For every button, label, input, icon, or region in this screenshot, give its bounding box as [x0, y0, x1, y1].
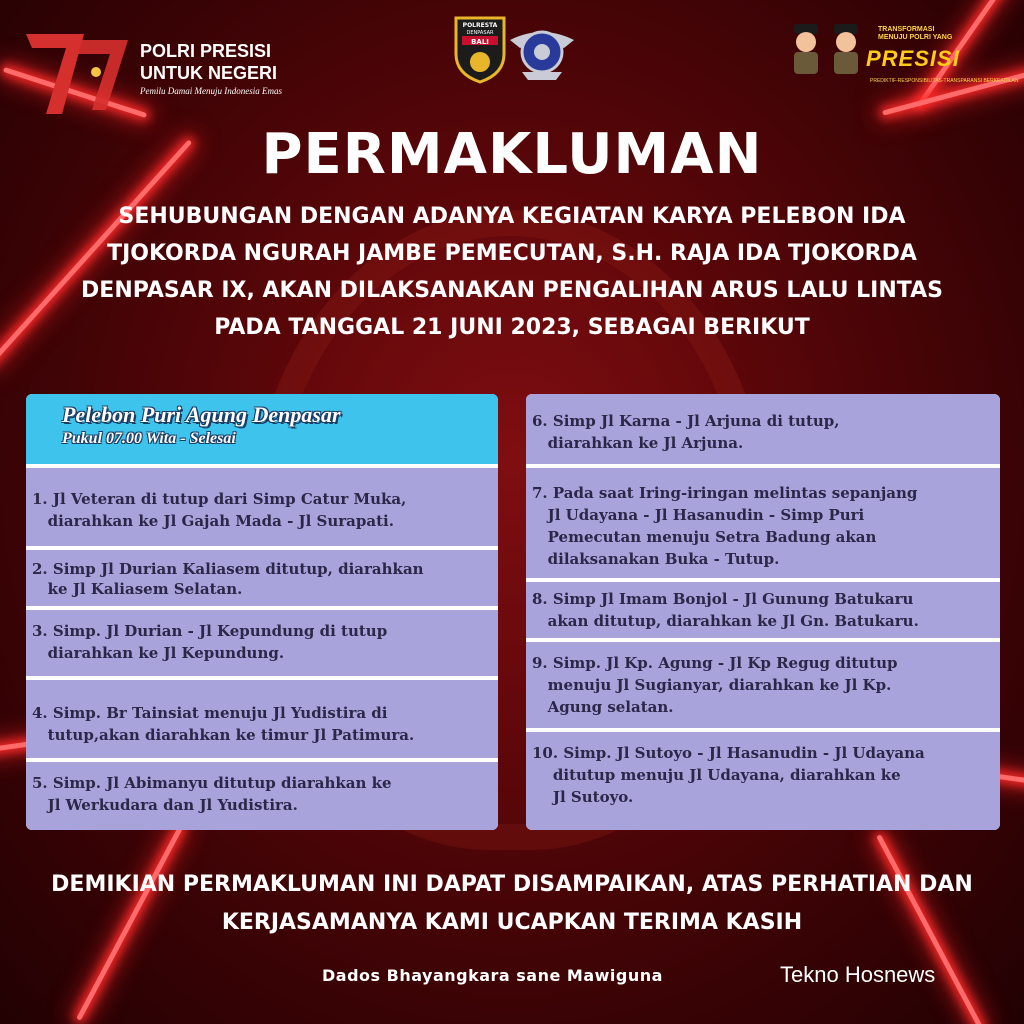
list-item — [526, 468, 1000, 578]
list-item-line: 4. Simp. Br Tainsiat menuju Jl Yudistira di — [32, 704, 388, 722]
list-item-line: tutup,akan diarahkan ke timur Jl Patimura. — [32, 726, 415, 744]
list-item-line: diarahkan ke Jl Kepundung. — [32, 644, 285, 662]
list-item-line: 7. Pada saat Iring-iringan melintas sepanjang — [532, 484, 918, 502]
list-item-line: 8. Simp Jl Imam Bonjol - Jl Gunung Batukaru — [532, 590, 914, 608]
neon-line — [882, 69, 1024, 115]
left-diversion-panel — [26, 394, 498, 830]
brand-title-line2: UNTUK NEGERI — [140, 63, 278, 83]
polresta-badge-line2: DENPASAR — [466, 30, 494, 36]
list-item-line: Jl Sutoyo. — [532, 788, 634, 806]
list-item — [26, 762, 498, 830]
list-item-line: 5. Simp. Jl Abimanyu ditutup diarahkan ke — [32, 774, 392, 792]
presisi-subline: PREDIKTIF-RESPONSIBILITAS-TRANSPARANSI BERKEADILAN — [870, 78, 1019, 84]
police-mascot-icon — [788, 22, 824, 78]
list-item-line: 9. Simp. Jl Kp. Agung - Jl Kp Regug ditutup — [532, 654, 898, 672]
list-item — [526, 582, 1000, 638]
credit-watermark: Tekno Hosnews — [780, 962, 936, 987]
brand-title — [140, 40, 277, 84]
anniversary-77-logo-icon — [22, 26, 132, 118]
list-item-line: 6. Simp Jl Karna - Jl Arjuna di tutup, — [532, 412, 840, 430]
right-diversion-panel — [526, 394, 1000, 830]
list-item-line: diarahkan ke Jl Gajah Mada - Jl Surapati. — [32, 512, 394, 530]
panel-subheading: Pukul 07.00 Wita - Selesai — [62, 430, 236, 447]
list-item — [26, 468, 498, 546]
list-item-line: Jl Udayana - Jl Hasanudin - Simp Puri — [532, 506, 865, 524]
list-item-line: Pemecutan menuju Setra Badung akan — [532, 528, 877, 546]
polresta-badge-icon — [452, 14, 508, 84]
list-item — [26, 680, 498, 758]
presisi-wordmark: PRESISI — [866, 46, 960, 71]
list-item-line: dilaksanakan Buka - Tutup. — [532, 550, 780, 568]
list-item-line: menuju Jl Sugianyar, diarahkan ke Jl Kp. — [532, 676, 892, 694]
list-item — [526, 732, 1000, 830]
list-item-line: akan ditutup, diarahkan ke Jl Gn. Batukaru. — [532, 612, 919, 630]
presisi-tagline-line1: TRANSFORMASI — [878, 26, 935, 33]
list-item-line: 10. Simp. Jl Sutoyo - Jl Hasanudin - Jl Udayana — [532, 744, 925, 762]
list-item-line: Jl Werkudara dan Jl Yudistira. — [32, 796, 298, 814]
brand-title-line1: POLRI PRESISI — [140, 41, 272, 61]
brand-subtitle: Pemilu Damai Menuju Indonesia Emas — [140, 86, 282, 96]
panel-heading: Pelebon Puri Agung Denpasar — [62, 402, 341, 427]
list-item-line: 1. Jl Veteran di tutup dari Simp Catur Muka, — [32, 490, 407, 508]
list-item — [526, 642, 1000, 728]
police-mascot-icon — [828, 22, 864, 78]
polresta-badge-line1: POLRESTA — [462, 22, 498, 29]
list-item-line: ke Jl Kaliasem Selatan. — [32, 580, 243, 598]
presisi-tagline — [878, 26, 952, 42]
list-item — [26, 550, 498, 606]
list-item-line: ditutup menuju Jl Udayana, diarahkan ke — [532, 766, 901, 784]
list-item-line: 2. Simp Jl Durian Kaliasem ditutup, diarahkan — [32, 560, 424, 578]
motto: Dados Bhayangkara sane Mawiguna — [322, 966, 663, 985]
list-item — [26, 610, 498, 676]
intro-paragraph: SEHUBUNGAN DENGAN ADANYA KEGIATAN KARYA PELEBON IDA TJOKORDA NGURAH JAMBE PEMECUTAN, S.H. RAJA IDA TJOKORDA DENPASAR IX, AKAN DILAKSANAKAN PENGALIHAN ARUS LALU LINTAS PADA TANGGAL 21 JUNI 2023, SEBAGAI BERIKUT — [81, 204, 943, 340]
closing-paragraph: DEMIKIAN PERMAKLUMAN INI DAPAT DISAMPAIKAN, ATAS PERHATIAN DAN KERJASAMANYA KAMI UCAPKAN TERIMA KASIH — [51, 872, 973, 935]
traffic-police-emblem-icon — [508, 18, 576, 82]
list-item — [526, 394, 1000, 464]
polresta-badge-line3: BALI — [471, 38, 489, 46]
page-title: PERMAKLUMAN — [261, 122, 763, 187]
list-item-line: 3. Simp. Jl Durian - Jl Kepundung di tutup — [32, 622, 388, 640]
presisi-tagline-line2: MENUJU POLRI YANG — [878, 34, 953, 41]
panel-header — [26, 394, 498, 464]
list-item-line: diarahkan ke Jl Arjuna. — [532, 434, 744, 452]
list-item-line: Agung selatan. — [532, 698, 674, 716]
